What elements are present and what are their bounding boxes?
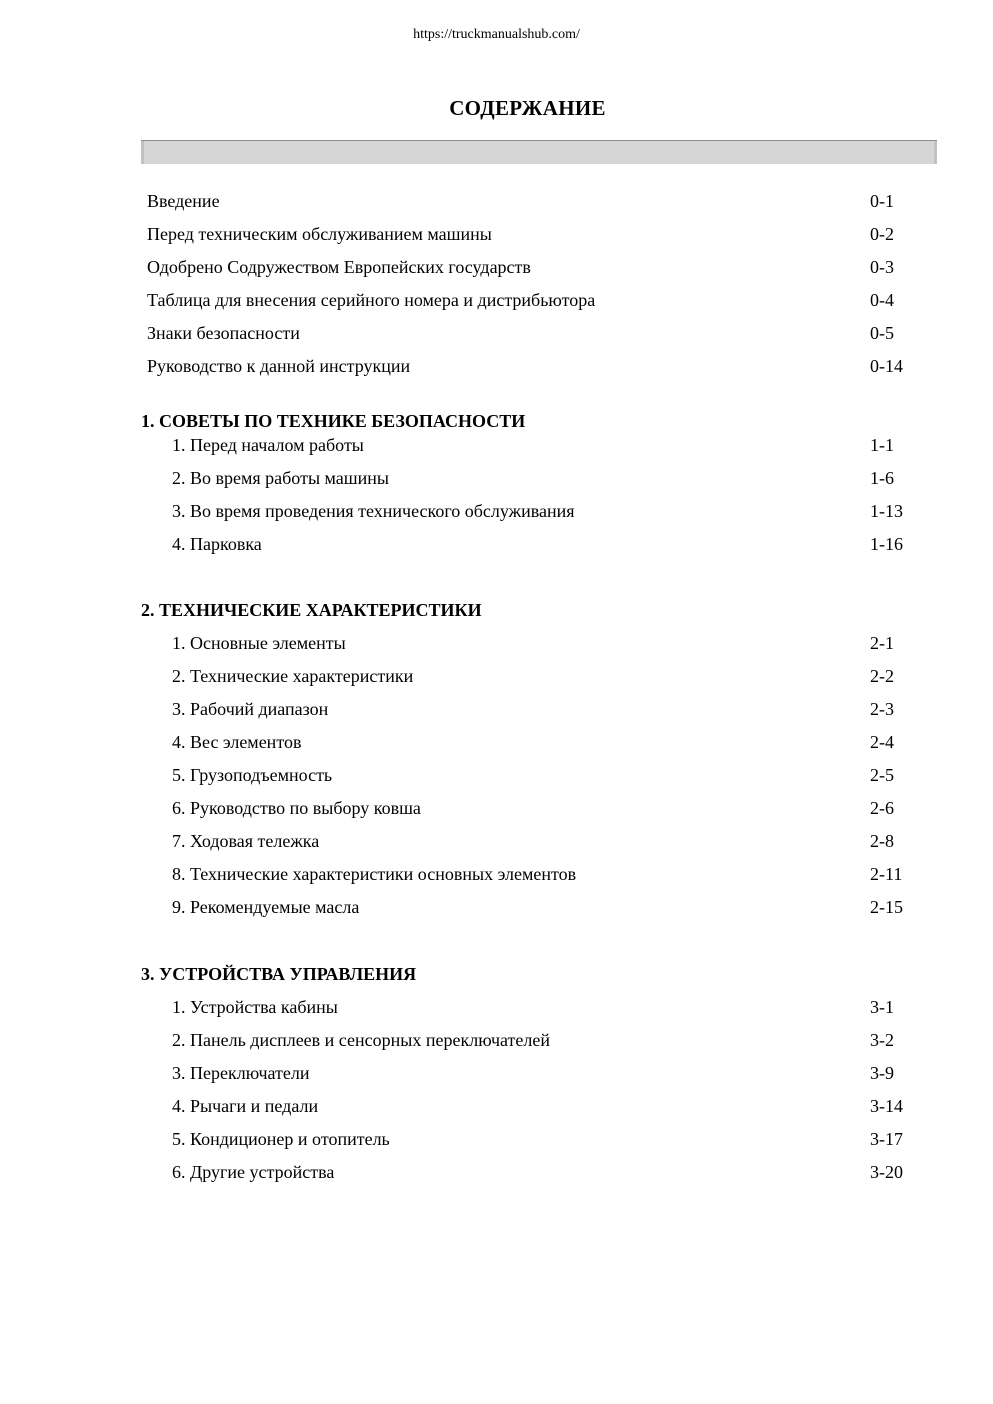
entry-label: 8. Технические характеристики основных элементов <box>172 864 577 884</box>
entry-label: 5. Кондиционер и отопитель <box>172 1129 390 1149</box>
entry-label: 4. Вес элементов <box>172 732 302 752</box>
entry-label: 2. Во время работы машины <box>172 468 390 488</box>
entry-label: 1. Устройства кабины <box>172 997 338 1017</box>
entry-page: 3-9 <box>870 1063 894 1083</box>
entry-page: 0-2 <box>870 224 894 244</box>
entry-page: 2-1 <box>870 633 894 653</box>
entry-page: 1-1 <box>870 435 894 455</box>
entry-label: 3. Рабочий диапазон <box>172 699 329 719</box>
entry-label: 4. Рычаги и педали <box>172 1096 319 1116</box>
entry-label: 3. Переключатели <box>172 1063 310 1083</box>
entry-page: 3-17 <box>870 1129 903 1149</box>
entry-label: Одобрено Содружеством Европейских государств <box>147 257 531 277</box>
entry-label: 6. Руководство по выбору ковша <box>172 798 421 818</box>
entry-page: 2-6 <box>870 798 894 818</box>
entry-page: 3-20 <box>870 1162 903 1182</box>
entry-page: 3-1 <box>870 997 894 1017</box>
entry-page: 2-11 <box>870 864 903 884</box>
entry-page: 3-14 <box>870 1096 903 1116</box>
entry-page: 2-4 <box>870 732 894 752</box>
entry-page: 1-13 <box>870 501 903 521</box>
entry-page: 2-5 <box>870 765 894 785</box>
entry-page: 1-6 <box>870 468 894 488</box>
entry-page: 0-14 <box>870 356 903 376</box>
section-heading-controls[interactable]: 3. УСТРОЙСТВА УПРАВЛЕНИЯ <box>141 964 417 984</box>
entry-label: 1. Основные элементы <box>172 633 346 653</box>
entry-label: 4. Парковка <box>172 534 262 554</box>
entry-page: 3-2 <box>870 1030 894 1050</box>
entry-label: 7. Ходовая тележка <box>172 831 320 851</box>
entry-page: 2-8 <box>870 831 894 851</box>
entry-label: Руководство к данной инструкции <box>147 356 411 376</box>
entry-page: 2-3 <box>870 699 894 719</box>
entry-label: 2. Панель дисплеев и сенсорных переключателей <box>172 1030 550 1050</box>
entry-label: 6. Другие устройства <box>172 1162 335 1182</box>
entry-page: 0-3 <box>870 257 894 277</box>
entry-page: 1-16 <box>870 534 903 554</box>
entry-label: Введение <box>147 191 220 211</box>
entry-label: 9. Рекомендуемые масла <box>172 897 360 917</box>
entry-label: 1. Перед началом работы <box>172 435 364 455</box>
entry-page: 2-2 <box>870 666 894 686</box>
title-divider-bar <box>141 140 937 164</box>
entry-label: Перед техническим обслуживанием машины <box>147 224 492 244</box>
entry-page: 0-5 <box>870 323 894 343</box>
entry-label: 3. Во время проведения технического обслуживания <box>172 501 575 521</box>
entry-label: 2. Технические характеристики <box>172 666 414 686</box>
section-heading-safety[interactable]: 1. СОВЕТЫ ПО ТЕХНИКЕ БЕЗОПАСНОСТИ <box>141 411 526 431</box>
entry-page: 0-1 <box>870 191 894 211</box>
entry-page: 0-4 <box>870 290 894 310</box>
entry-label: 5. Грузоподъемность <box>172 765 333 785</box>
page-title: СОДЕРЖАНИЕ <box>449 96 606 120</box>
source-url[interactable]: https://truckmanualshub.com/ <box>413 27 580 42</box>
entry-page: 2-15 <box>870 897 903 917</box>
entry-label: Таблица для внесения серийного номера и дистрибьютора <box>147 290 596 310</box>
entry-label: Знаки безопасности <box>147 323 300 343</box>
section-heading-specifications[interactable]: 2. ТЕХНИЧЕСКИЕ ХАРАКТЕРИСТИКИ <box>141 600 482 620</box>
